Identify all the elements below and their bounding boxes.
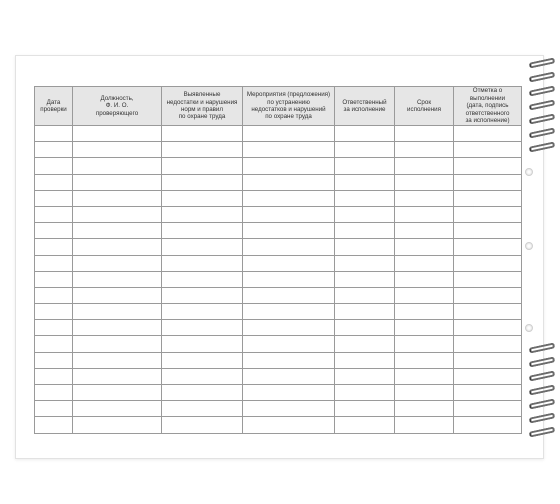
table-cell — [162, 304, 243, 320]
table-cell — [35, 190, 73, 206]
table-cell — [335, 255, 395, 271]
table-row — [35, 320, 522, 336]
punch-hole — [525, 168, 533, 176]
table-cell — [454, 223, 522, 239]
spiral-coil — [529, 342, 556, 353]
table-cell — [73, 142, 162, 158]
table-cell — [395, 368, 454, 384]
spiral-coil — [529, 412, 556, 423]
punch-hole — [525, 242, 533, 250]
table-cell — [35, 401, 73, 417]
table-cell — [35, 336, 73, 352]
table-cell — [243, 190, 335, 206]
table-cell — [73, 352, 162, 368]
table-cell — [454, 126, 522, 142]
table-row — [35, 206, 522, 222]
table-cell — [335, 417, 395, 433]
table-row — [35, 126, 522, 142]
table-row — [35, 368, 522, 384]
table-cell — [395, 206, 454, 222]
table-row — [35, 417, 522, 433]
table-cell — [162, 142, 243, 158]
spiral-coil — [529, 384, 556, 395]
table-cell — [243, 126, 335, 142]
table-cell — [335, 336, 395, 352]
table-cell — [454, 190, 522, 206]
table-cell — [162, 190, 243, 206]
table-cell — [395, 385, 454, 401]
table-cell — [243, 255, 335, 271]
table-cell — [243, 271, 335, 287]
table-row — [35, 255, 522, 271]
table-cell — [73, 223, 162, 239]
table-cell — [35, 239, 73, 255]
table-cell — [243, 417, 335, 433]
table-body — [35, 126, 522, 434]
spiral-coil — [529, 356, 556, 367]
table-cell — [335, 239, 395, 255]
table-cell — [162, 320, 243, 336]
table-row — [35, 336, 522, 352]
table-cell — [395, 320, 454, 336]
table-cell — [73, 401, 162, 417]
table-cell — [73, 385, 162, 401]
table-cell — [162, 271, 243, 287]
table-cell — [243, 223, 335, 239]
table-cell — [395, 336, 454, 352]
table-cell — [335, 271, 395, 287]
table-cell — [162, 206, 243, 222]
table-cell — [335, 287, 395, 303]
table-cell — [35, 287, 73, 303]
table-cell — [335, 320, 395, 336]
table-cell — [35, 255, 73, 271]
table-cell — [162, 368, 243, 384]
table-cell — [395, 126, 454, 142]
spiral-binding-bottom — [529, 345, 559, 435]
table-cell — [35, 206, 73, 222]
spiral-coil — [529, 370, 556, 381]
table-cell — [395, 352, 454, 368]
table-cell — [73, 174, 162, 190]
table-cell — [73, 304, 162, 320]
table-cell — [243, 158, 335, 174]
table-cell — [73, 287, 162, 303]
table-cell — [454, 255, 522, 271]
table-cell — [335, 304, 395, 320]
table-cell — [162, 385, 243, 401]
table-cell — [35, 174, 73, 190]
table-cell — [35, 158, 73, 174]
table-cell — [35, 142, 73, 158]
table-cell — [73, 417, 162, 433]
table-cell — [335, 385, 395, 401]
table-cell — [395, 239, 454, 255]
table-cell — [35, 385, 73, 401]
table-cell — [454, 206, 522, 222]
table-row — [35, 385, 522, 401]
table-cell — [335, 190, 395, 206]
spiral-binding-top — [529, 60, 559, 150]
table-cell — [454, 142, 522, 158]
table-cell — [243, 142, 335, 158]
table-row — [35, 304, 522, 320]
table-row — [35, 158, 522, 174]
table-cell — [162, 158, 243, 174]
table-cell — [73, 336, 162, 352]
header-completion-mark: Отметка о выполнении (дата, подпись ответственного за исполнение) — [454, 87, 522, 126]
table-cell — [243, 368, 335, 384]
table-cell — [35, 304, 73, 320]
table-cell — [395, 174, 454, 190]
table-cell — [454, 336, 522, 352]
table-cell — [35, 352, 73, 368]
table-cell — [243, 304, 335, 320]
table-cell — [335, 174, 395, 190]
table-cell — [243, 401, 335, 417]
table-cell — [243, 352, 335, 368]
table-cell — [243, 287, 335, 303]
table-cell — [162, 223, 243, 239]
table-cell — [73, 126, 162, 142]
table-cell — [454, 352, 522, 368]
spiral-coil — [529, 57, 556, 68]
table-cell — [395, 271, 454, 287]
table-cell — [162, 352, 243, 368]
table-cell — [335, 401, 395, 417]
table-cell — [454, 304, 522, 320]
table-cell — [454, 417, 522, 433]
table-cell — [162, 401, 243, 417]
header-deadline: Срок исполнения — [395, 87, 454, 126]
table-cell — [335, 126, 395, 142]
table-cell — [395, 190, 454, 206]
table-row — [35, 287, 522, 303]
table-cell — [73, 239, 162, 255]
table-cell — [454, 271, 522, 287]
spiral-coil — [529, 398, 556, 409]
table-cell — [35, 223, 73, 239]
table-cell — [73, 271, 162, 287]
table-cell — [335, 223, 395, 239]
table-cell — [162, 174, 243, 190]
table-cell — [73, 190, 162, 206]
table-cell — [73, 158, 162, 174]
inspection-log-table — [34, 86, 522, 434]
punch-hole — [525, 324, 533, 332]
table-row — [35, 190, 522, 206]
journal-page — [15, 55, 544, 459]
table-cell — [35, 271, 73, 287]
table-row — [35, 239, 522, 255]
table-cell — [395, 142, 454, 158]
table-cell — [395, 287, 454, 303]
table-cell — [162, 239, 243, 255]
spiral-coil — [529, 99, 556, 110]
table-cell — [454, 401, 522, 417]
spiral-coil — [529, 127, 556, 138]
spiral-coil — [529, 71, 556, 82]
table-cell — [335, 206, 395, 222]
table-cell — [454, 368, 522, 384]
table-cell — [243, 206, 335, 222]
table-cell — [395, 223, 454, 239]
table-cell — [162, 255, 243, 271]
table-row — [35, 174, 522, 190]
table-cell — [162, 287, 243, 303]
table-cell — [395, 304, 454, 320]
header-check-date: Дата проверки — [35, 87, 73, 126]
table-row — [35, 401, 522, 417]
table-cell — [243, 239, 335, 255]
table-cell — [35, 126, 73, 142]
spiral-coil — [529, 85, 556, 96]
table-cell — [73, 320, 162, 336]
table-cell — [35, 320, 73, 336]
table-cell — [454, 287, 522, 303]
table-cell — [162, 417, 243, 433]
table-cell — [243, 320, 335, 336]
header-measures: Мероприятия (предложения) по устранению недостатков и нарушений по охране труда — [243, 87, 335, 126]
table-row — [35, 352, 522, 368]
table-cell — [335, 368, 395, 384]
header-responsible: Ответственный за исполнение — [335, 87, 395, 126]
table-cell — [73, 368, 162, 384]
header-inspector: Должность, Ф. И. О. проверяющего — [73, 87, 162, 126]
table-cell — [162, 336, 243, 352]
spiral-coil — [529, 113, 556, 124]
table-row — [35, 223, 522, 239]
table-cell — [454, 239, 522, 255]
table-cell — [73, 255, 162, 271]
table-cell — [395, 158, 454, 174]
table-cell — [243, 336, 335, 352]
table-cell — [73, 206, 162, 222]
table-cell — [35, 417, 73, 433]
table-cell — [454, 158, 522, 174]
table-row — [35, 271, 522, 287]
table-cell — [395, 255, 454, 271]
table-cell — [243, 174, 335, 190]
table-cell — [454, 385, 522, 401]
table-cell — [454, 174, 522, 190]
table-header-row — [35, 87, 522, 126]
table-cell — [395, 401, 454, 417]
table-row — [35, 142, 522, 158]
table-cell — [243, 385, 335, 401]
table-cell — [335, 352, 395, 368]
table-cell — [454, 320, 522, 336]
table-cell — [35, 368, 73, 384]
table-cell — [162, 126, 243, 142]
table-cell — [335, 158, 395, 174]
table-cell — [395, 417, 454, 433]
header-violations: Выявленные недостатки и нарушения норм и правил по охране труда — [162, 87, 243, 126]
table-cell — [335, 142, 395, 158]
